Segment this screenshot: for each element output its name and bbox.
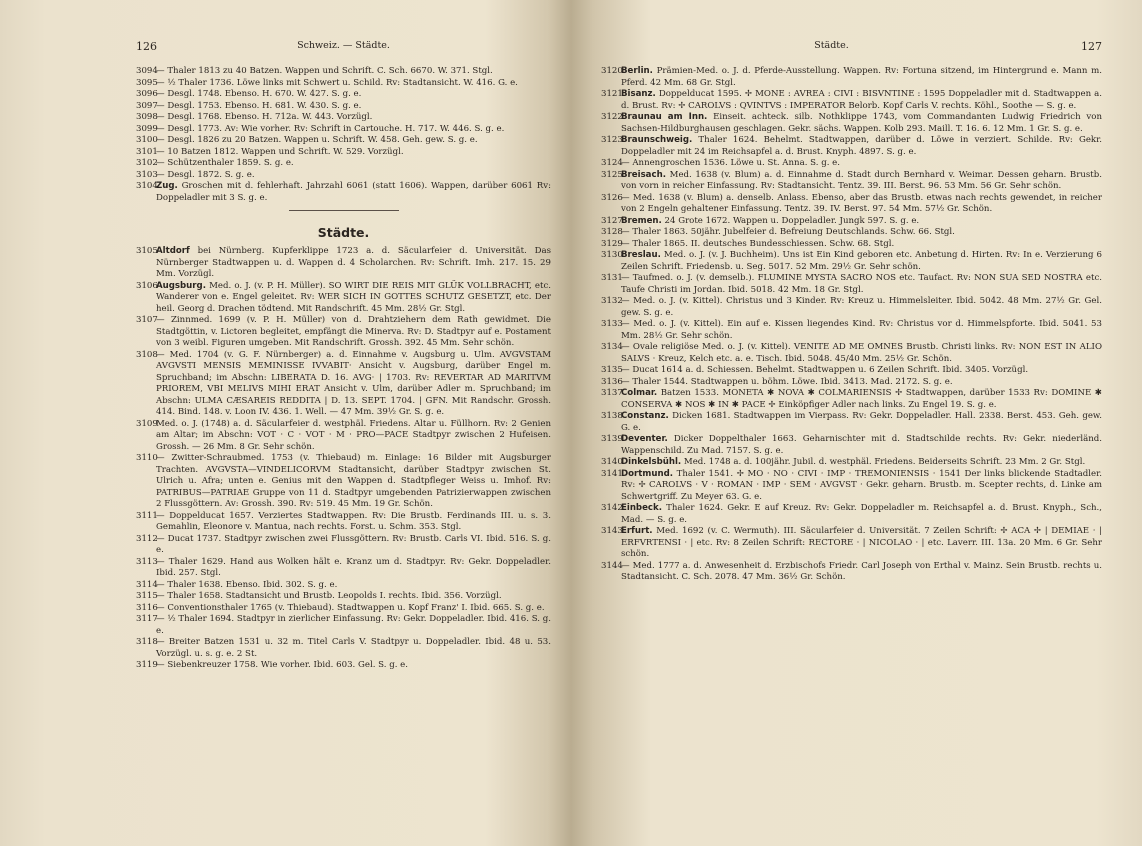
entry-number: 3130 [601, 250, 623, 260]
right-running-head [601, 40, 1102, 56]
entry-text: Thaler 1624. Gekr. E auf Kreuz. Rv: Gekr. Doppeladler m. Reichsapfel a. d. Brust. Knyph., Sch., Mad. — S. g. e. [621, 503, 1103, 525]
catalog-entry [136, 534, 551, 557]
entry-text: — Conventionsthaler 1765 (v. Thiebaud). Stadtwappen u. Kopf Franz' I. Ibid. 665. S. g. e. [156, 602, 545, 613]
left-running-head [136, 40, 551, 56]
entry-text: — Thaler 1813 zu 40 Batzen. Wappen und Schrift. C. Sch. 6670. W. 371. Stgl. [156, 66, 493, 76]
entry-text: — Thaler 1629. Hand aus Wolken hält e. Kranz um d. Stadtpyr. Rv: Gekr. Doppeladler. Ibid. 257. Stgl. [156, 556, 551, 578]
entry-number: 3113 [136, 556, 158, 567]
catalog-entry [136, 511, 551, 534]
entry-text: — Zwitter-Schraubmed. 1753 (v. Thiebaud) m. Einlage: 16 Bilder mit Augsburger Trachten. AVGVSTA—VINDELICORVM Stadtansicht, darüber Stadtpyr zwischen St. Ulrich u. Afra; unten e. Genius mit den Wappen d. Stadtpfleger Weiss u. Imhof. Rv: PATRIBUS—PATRIAE Gruppe von 11 d. Stadtpyr umgebenden Patrizierwappen zwischen 2 Flussgöttern. Av: Grossh. 390. Rv: 519. 45 Mm. 19 Gr. Schön. [156, 453, 551, 509]
entry-number: 3143 [601, 526, 623, 536]
entry-number: 3124 [601, 158, 623, 168]
entry-text: Dicken 1681. Stadtwappen im Vierpass. Rv: Gekr. Doppeladler. Hall. 2338. Berst. 453. Geh. gew. G. e. [621, 411, 1103, 433]
city-name: Deventer. [621, 434, 668, 444]
city-name: Dortmund. [621, 468, 673, 479]
entry-text: — 10 Batzen 1812. Wappen und Schrift. W. 529. Vorzügl. [156, 146, 404, 157]
entry-number: 3128 [601, 227, 623, 237]
entry-number: 3109 [136, 418, 158, 429]
catalog-entry [136, 89, 551, 101]
catalog-entry [136, 181, 551, 204]
page-number: 126 [136, 40, 157, 53]
entry-text: Thaler 1541. ✢ MO · NO · CIVI · IMP · TREMONIENSIS · 1541 Der links blickende Stadtadler. Rv: ✢ CAROLVS · V · ROMAN · IMP · SEM · AVGVST · Gekr. geharn. Brustb. m. Scepter rechts, d. Linke am Schwertgriff. Zu Meyer 63. G. e. [621, 468, 1102, 502]
entry-text: Prämien-Med. o. J. d. Pferde-Ausstellung. Wappen. Rv: Fortuna sitzend, im Hintergrund e. Mann m. Pferd. 42 Mm. 68 Gr. Stgl. [621, 66, 1102, 88]
city-name: Zug. [156, 181, 178, 191]
catalog-entry [601, 296, 1102, 319]
city-name: Dinkelsbühl. [621, 457, 682, 467]
entry-text: — Taufmed. o. J. (v. demselb.). FLUMINE MYSTA SACRO NOS etc. Taufact. Rv: NON SUA SED NOSTRA etc. Taufe Christi im Jordan. Ibid. 5018. 42 Mm. 18 Gr. Stgl. [621, 273, 1102, 295]
catalog-entry [136, 124, 551, 136]
entry-text: — ½ Thaler 1736. Löwe links mit Schwert u. Schild. Rv: Stadtansicht. W. 416. G. e. [156, 77, 518, 88]
entry-number: 3129 [601, 238, 623, 249]
entry-number: 3119 [136, 660, 158, 670]
catalog-entry [136, 135, 551, 147]
catalog-entry [136, 580, 551, 592]
city-name: Altdorf [156, 246, 190, 256]
entry-text: — Thaler 1865. II. deutsches Bundesschiessen. Schw. 68. Stgl. [621, 238, 895, 249]
catalog-entry [601, 342, 1102, 365]
entry-text: Einseit. achteck. silb. Nothklippe 1743, vom Commandanten Ludwig Friedrich von Sachsen-Hildburghausen geschlagen. Gekr. sächs. Wappen. Kolb 293. Maill. T. 16. 6. 12 Mm. 1 Gr. S. g. e. [621, 112, 1102, 134]
catalog-entry [136, 591, 551, 603]
city-name: Constanz. [621, 411, 669, 421]
entry-text: bei Nürnberg. Kupferklippe 1723 a. d. Säcularfeier d. Universität. Das Nürnberger Stadtwappen u. d. Wappen d. 4 Scholarchen. Rv: Schrift. Imh. 217. 15. 29 Mm. Vorzügl. [156, 246, 552, 279]
entry-text: — Siebenkreuzer 1758. Wie vorher. Ibid. 603. Gel. S. g. e. [156, 660, 408, 670]
city-name: Augsburg. [156, 280, 206, 291]
entry-number: 3096 [136, 89, 158, 99]
catalog-entry [601, 112, 1102, 135]
right-page [571, 0, 1142, 846]
entry-number: 3126 [601, 192, 623, 203]
catalog-entry [601, 89, 1102, 112]
entry-number: 3136 [601, 376, 623, 387]
entry-text: — Desgl. 1872. S. g. e. [156, 169, 255, 180]
running-title: Schweiz. — Städte. [297, 40, 390, 51]
entry-number: 3118 [136, 637, 158, 647]
catalog-entry [136, 170, 551, 182]
city-name: Berlin. [621, 66, 653, 76]
entry-number: 3134 [601, 342, 623, 352]
catalog-entry [136, 246, 551, 281]
entry-text: — Desgl. 1753. Ebenso. H. 681. W. 430. S. g. e. [156, 100, 362, 111]
running-title: Städte. [814, 40, 849, 51]
entry-text: — ½ Thaler 1694. Stadtpyr in zierlicher Einfassung. Rv: Gekr. Doppeladler. Ibid. 416. S. g. e. [156, 614, 551, 636]
catalog-entry [601, 503, 1102, 526]
catalog-entry [601, 239, 1102, 251]
entry-number: 3121 [601, 89, 623, 99]
entry-number: 3115 [136, 591, 158, 601]
city-name: Bisanz. [621, 89, 656, 99]
catalog-entry [601, 561, 1102, 584]
catalog-entry [601, 273, 1102, 296]
entry-text: — Thaler 1638. Ebenso. Ibid. 302. S. g. e. [156, 579, 338, 590]
entry-number: 3101 [136, 146, 158, 157]
catalog-entry [136, 603, 551, 615]
catalog-entry [601, 66, 1102, 89]
entry-number: 3108 [136, 349, 158, 360]
catalog-entry [601, 250, 1102, 273]
catalog-entry [136, 637, 551, 660]
catalog-entry [136, 315, 551, 350]
catalog-entry [601, 526, 1102, 561]
catalog-entry [601, 193, 1102, 216]
entry-number: 3122 [601, 112, 623, 122]
catalog-entry [601, 135, 1102, 158]
entry-number: 3104 [136, 181, 158, 191]
entry-number: 3111 [136, 510, 158, 521]
entry-text: Med. o. J. (1748) a. d. Säcularfeier d. westphäl. Friedens. Altar u. Füllhorn. Rv: 2 Genien am Altar; im Abschn: VOT · C · VOT · M · PRO—PACE Stadtpyr zwischen 2 Hufeisen. Grossh. — 26 Mm. 8 Gr. Sehr schön. [156, 418, 551, 452]
entry-number: 3094 [136, 66, 158, 76]
entry-number: 3106 [136, 280, 158, 291]
entry-text: Batzen 1533. MONETA ✱ NOVA ✱ COLMARIENSIS ✢ Stadtwappen, darüber 1533 Rv: DOMINE ✱ CONSERVA ✱ NOS ✱ IN ✱ PACE ✢ Einköpfiger Adler nach links. Zu Engel 19. S. g. e. [621, 388, 1102, 410]
catalog-entry [136, 66, 551, 78]
catalog-entry [601, 434, 1102, 457]
entry-text: — Med. o. J. (v. Kittel). Ein auf e. Kissen liegendes Kind. Rv: Christus vor d. Himmelspforte. Ibid. 5041. 53 Mm. 28½ Gr. Sehr schön. [621, 319, 1102, 341]
catalog-entry [601, 319, 1102, 342]
entry-number: 3132 [601, 296, 623, 306]
entry-number: 3141 [601, 468, 623, 479]
entry-number: 3110 [136, 453, 158, 463]
entry-number: 3099 [136, 123, 158, 134]
entry-text: — Med. 1638 (v. Blum) a. denselb. Anlass. Ebenso, aber das Brustb. etwas nach rechts gewendet, in reicher von 2 Engeln gehaltener Einfassung. Tentz. 39. IV. Berst. 97. 54 Mm. 57½ Gr. Schön. [621, 192, 1102, 214]
entry-text: — Breiter Batzen 1531 u. 32 m. Titel Carls V. Stadtpyr u. Doppeladler. Ibid. 48 u. 53. Vorzügl. u. s. g. e. 2 St. [156, 637, 551, 659]
entry-number: 3095 [136, 77, 158, 88]
catalog-entry [136, 281, 551, 316]
entry-text: — Thaler 1544. Stadtwappen u. böhm. Löwe. Ibid. 3413. Mad. 2172. S. g. e. [621, 376, 953, 387]
entry-text: Dicker Doppelthaler 1663. Geharnischter mit d. Stadtschilde rechts. Rv: Gekr. niederländ. Wappenschild. Zu Mad. 7157. S. g. e. [621, 434, 1102, 456]
entry-text: — Doppelducat 1657. Verziertes Stadtwappen. Rv: Die Brustb. Ferdinands III. u. s. 3. Gemahlin, Eleonore v. Mantua, nach rechts. Forst. u. Schm. 353. Stgl. [156, 510, 551, 532]
city-name: Bremen. [621, 215, 662, 226]
entry-text: Med. o. J. (v. J. Buchheim). Uns ist Ein Kind geboren etc. Anbetung d. Hirten. Rv: In e. Verzierung 6 Zeilen Schrift. Friedensb. u. Seg. 5017. 52 Mm. 29½ Gr. Sehr schön. [621, 250, 1103, 272]
entry-text: Groschen mit d. fehlerhaft. Jahrzahl 6061 (statt 1606). Wappen, darüber 6061 Rv: Doppeladler mit 3 S. g. e. [156, 181, 551, 203]
city-name: Colmar. [621, 388, 658, 398]
catalog-entry [136, 101, 551, 113]
entry-number: 3102 [136, 158, 158, 168]
entry-number: 3120 [601, 66, 623, 76]
city-name: Breslau. [621, 250, 661, 260]
entry-number: 3105 [136, 246, 158, 256]
city-name: Erfurt. [621, 526, 653, 536]
catalog-entry [601, 216, 1102, 228]
catalog-entry [136, 660, 551, 672]
entry-text: Med. 1748 a. d. 100jähr. Jubil. d. westphäl. Friedens. Beiderseits Schrift. 23 Mm. 2 Gr. Stgl. [683, 457, 1086, 467]
entry-number: 3140 [601, 457, 623, 467]
entry-text: — Ducat 1614 a. d. Schiessen. Behelmt. Stadtwappen u. 6 Zeilen Schrift. Ibid. 3405. Vorzügl. [621, 365, 1029, 375]
entry-number: 3125 [601, 169, 623, 180]
entry-number: 3138 [601, 411, 623, 421]
entry-text: — Med. 1704 (v. G. F. Nürnberger) a. d. Einnahme v. Augsburg u. Ulm. AVGVSTAM AVGVSTI MENSIS MEMINISSE IVVABIT· Ansicht v. Augsburg, darüber Engel m. Spruchband; im Abschn: LIBERATA D. 16. AVG· | 1703. Rv: REVERTAR AD MARITVM PRIOREM, VBI MELIVS MIHI ERAT Ansicht v. Ulm, darüber Adler m. Spruchband; im Abschn: ULMA CÆSAREIS REDDITA | D. 13. SEPT. 1704. | GFN. Mit Randschr. Grossh. 414. Bind. 148. v. Loon IV. 436. 1. Well. — 47 Mm. 39½ Gr. S. g. e. [156, 349, 551, 417]
catalog-entry [601, 388, 1102, 411]
entry-number: 3103 [136, 169, 158, 180]
catalog-entry [136, 350, 551, 419]
entry-number: 3098 [136, 112, 158, 122]
entry-list [136, 66, 551, 204]
entry-text: Thaler 1624. Behelmt. Stadtwappen, darüber d. Löwe in verziert. Schilde. Rv: Gekr. Doppeladler mit 24 im Reichsapfel a. d. Brust. Knyph. 4897. S. g. e. [621, 135, 1103, 157]
city-name: Braunau am Inn. [621, 112, 708, 122]
entry-number: 3100 [136, 135, 158, 145]
entry-text: — Med. o. J. (v. Kittel). Christus und 3 Kinder. Rv: Kreuz u. Himmelsleiter. Ibid. 5042. 48 Mm. 27½ Gr. Gel. gew. S. g. e. [621, 296, 1102, 318]
page-number: 127 [1081, 40, 1102, 53]
section-title: Städte. [317, 225, 370, 240]
city-name: Breisach. [621, 169, 666, 180]
entry-text: — Desgl. 1826 zu 20 Batzen. Wappen u. Schrift. W. 458. Geh. gew. S. g. e. [156, 135, 478, 145]
catalog-entry [136, 614, 551, 637]
catalog-entry [136, 453, 551, 511]
entry-text: — Ducat 1737. Stadtpyr zwischen zwei Flussgöttern. Rv: Brustb. Carls VI. Ibid. 516. S. g. e. [156, 533, 551, 555]
entry-number: 3116 [136, 602, 158, 613]
catalog-entry [136, 557, 551, 580]
city-name: Einbeck. [621, 503, 662, 513]
entry-text: — Desgl. 1768. Ebenso. H. 712a. W. 443. Vorzügl. [156, 112, 373, 122]
entry-number: 3142 [601, 503, 623, 513]
entry-number: 3133 [601, 319, 623, 329]
entry-text: Doppelducat 1595. ✢ MONE : AVREA : CIVI : BISVNTINE : 1595 Doppeladler mit d. Stadtwappen a. d. Brust. Rv: ✢ CAROLVS : QVINTVS : IMPERATOR Belorb. Kopf Carls V. rechts. Köhl., Soothe — S. g. e. [621, 89, 1103, 111]
entry-text: Med. 1638 (v. Blum) a. d. Einnahme d. Stadt durch Bernhard v. Weimar. Dessen geharn. Brustb. von vorn in reicher Einfassung. Rv: Stadtansicht. Tentz. 39. III. Berst. 96. 53 Mm. 56 Gr. Sehr schön. [621, 169, 1102, 191]
city-name: Braunschweig. [621, 135, 693, 145]
catalog-entry [136, 78, 551, 90]
entry-number: 3131 [601, 273, 623, 283]
entry-text: — Desgl. 1748. Ebenso. H. 670. W. 427. S. g. e. [156, 89, 362, 99]
entry-number: 3127 [601, 215, 623, 226]
entry-text: — Thaler 1658. Stadtansicht und Brustb. Leopolds I. rechts. Ibid. 356. Vorzügl. [156, 591, 502, 601]
entry-list [136, 246, 551, 672]
entry-number: 3097 [136, 100, 158, 111]
entry-number: 3123 [601, 135, 623, 145]
catalog-entry [136, 158, 551, 170]
entry-number: 3114 [136, 579, 158, 590]
entry-text: — Med. 1777 a. d. Anwesenheit d. Erzbischofs Friedr. Carl Joseph von Erthal v. Mainz. Sein Brustb. rechts u. Stadtansicht. C. Sch. 2078. 47 Mm. 36½ Gr. Schön. [621, 560, 1102, 582]
entry-text: Med. o. J. (v. P. H. Müller). SO WIRT DIE REIS MIT GLÜK VOLLBRACHT, etc. Wanderer von e. Engel geleitet. Rv: WER SICH IN GOTTES SCHUTZ GESETZT, etc. Der heil. Georg d. Drachen tödtend. Mit Randschrift. 45 Mm. 28½ Gr. Stgl. [156, 280, 551, 314]
catalog-entry [601, 158, 1102, 170]
entry-text: — Schützenthaler 1859. S. g. e. [156, 158, 294, 168]
entry-number: 3112 [136, 533, 158, 544]
catalog-entry [601, 365, 1102, 377]
entry-number: 3135 [601, 365, 623, 375]
entry-text: — Thaler 1863. 50jähr. Jubelfeier d. Befreiung Deutschlands. Schw. 66. Stgl. [621, 227, 955, 237]
entry-text: 24 Grote 1672. Wappen u. Doppeladler. Jungk 597. S. g. e. [664, 215, 920, 226]
catalog-entry [601, 411, 1102, 434]
catalog-entry [601, 170, 1102, 193]
catalog-entry [601, 457, 1102, 469]
entry-text: — Ovale religiöse Med. o. J. (v. Kittel). VENITE AD ME OMNES Brustb. Christi links. Rv: NON EST IN ALIO SALVS · Kreuz, Kelch etc. a. e. Tisch. Ibid. 5048. 45/40 Mm. 25½ Gr. Schön. [621, 342, 1102, 364]
entry-list [601, 66, 1102, 584]
entry-number: 3139 [601, 434, 623, 444]
section-divider [289, 210, 399, 211]
catalog-entry [601, 469, 1102, 504]
entry-number: 3144 [601, 560, 623, 571]
entry-number: 3117 [136, 614, 158, 624]
catalog-entry [136, 419, 551, 454]
catalog-entry [601, 227, 1102, 239]
entry-text: — Annengroschen 1536. Löwe u. St. Anna. S. g. e. [621, 158, 840, 168]
catalog-entry [136, 112, 551, 124]
entry-text: — Desgl. 1773. Av: Wie vorher. Rv: Schrift in Cartouche. H. 717. W. 446. S. g. e. [156, 123, 505, 134]
entry-number: 3107 [136, 315, 158, 325]
catalog-entry [601, 377, 1102, 389]
catalog-entry [136, 147, 551, 159]
entry-text: Med. 1692 (v. C. Wermuth). III. Säcularfeier d. Universität. 7 Zeilen Schrift: ✢ ACA ✢ | DEMIAE · | ERFVRTENSI · | etc. Rv: 8 Zeilen Schrift: RECTORE · | NICOLAO · | etc. Laverr. III. 13a. 20 Mm. 6 Gr. Sehr schön. [621, 526, 1102, 559]
entry-number: 3137 [601, 388, 623, 398]
entry-text: — Zinnmed. 1699 (v. P. H. Müller) von d. Drahtziehern dem Rath gewidmet. Die Stadtgöttin, v. Lictoren begleitet, empfängt die Minerva. Rv: D. Stadtpyr auf e. Postament von 3 weibl. Figuren umgeben. Mit Randschrift. Grossh. 392. 45 Mm. Sehr schön. [156, 315, 551, 348]
